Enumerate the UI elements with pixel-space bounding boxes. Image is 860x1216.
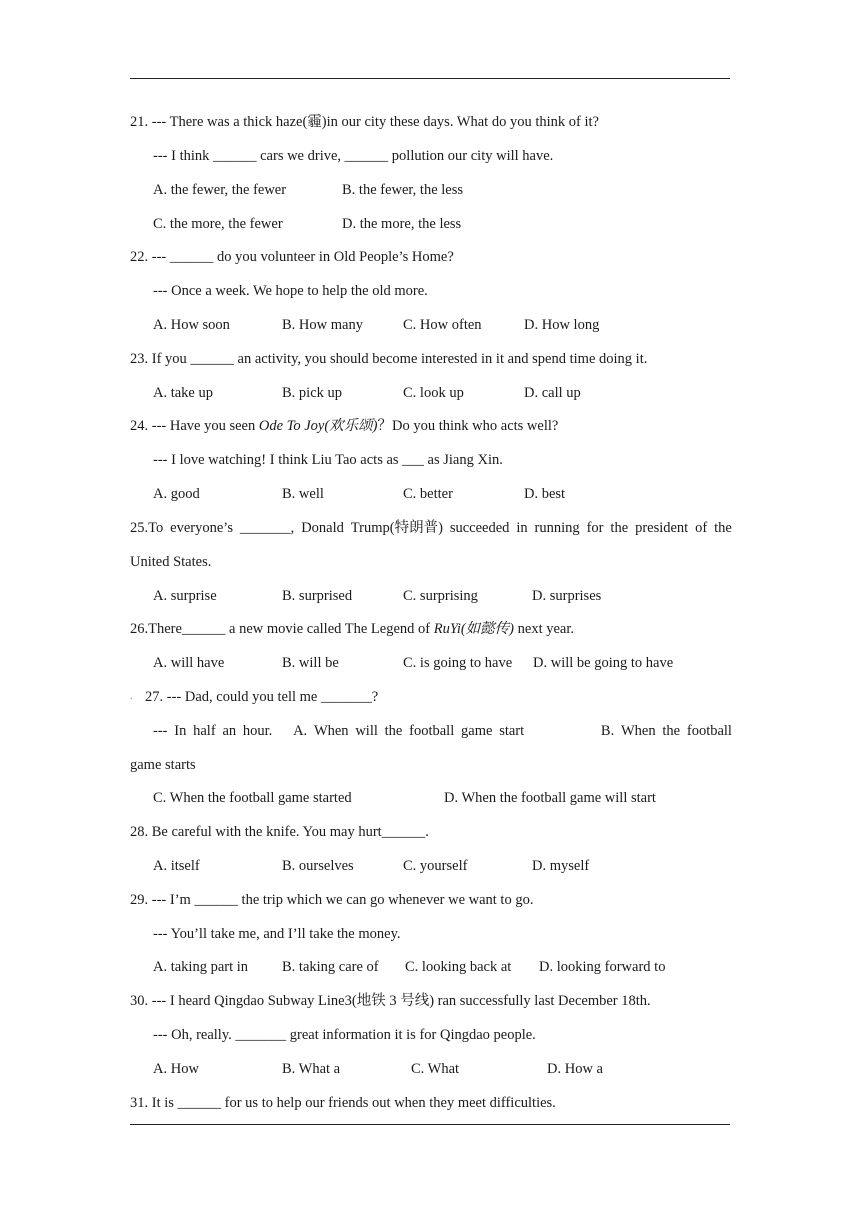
q23-option-b: B. pick up (282, 385, 343, 401)
q24-option-a: A. good (153, 486, 200, 502)
q25-word: succeeded (449, 520, 510, 536)
q25-stem (130, 519, 732, 537)
q25-word: Donald (301, 520, 344, 536)
q24-title: Ode To Joy(欢乐颂) (258, 418, 378, 434)
q27-word: the (384, 723, 403, 739)
q22-option-a: A. How soon (153, 317, 230, 333)
q26-stem-start: 26.There______ a new movie called The Legend of (130, 621, 434, 637)
q25-option-c: C. surprising (403, 588, 478, 604)
q27-word: B. (600, 723, 615, 739)
q28-option-b: B. ourselves (282, 858, 354, 874)
q21-line2: --- I think ______ cars we drive, ______ pollution our city will have. (153, 148, 554, 164)
q30-option-d: D. How a (547, 1061, 603, 1077)
q25-option-a: A. surprise (153, 588, 217, 604)
q25-word: everyone’s (170, 520, 233, 536)
q24-stem-end: ？Do you think who acts well? (377, 418, 559, 434)
q27-word: start (499, 723, 525, 739)
q25-word: running (534, 520, 580, 536)
q27-word: game (461, 723, 493, 739)
q29-line2: --- You’ll take me, and I’ll take the money. (153, 926, 401, 942)
q27-word: will (355, 723, 378, 739)
q27-option-c: C. When the football game started (153, 790, 352, 806)
q22-line2: --- Once a week. We hope to help the old more. (153, 283, 428, 299)
q27-stem: 27. --- Dad, could you tell me _______? (145, 689, 379, 705)
q27-word: In (174, 723, 187, 739)
q25-word: _______, (239, 520, 295, 536)
q23-option-c: C. look up (403, 385, 464, 401)
q22-option-b: B. How many (282, 317, 363, 333)
q24-stem (130, 417, 558, 435)
q25-word: in (516, 520, 528, 536)
q25-word: for (586, 520, 604, 536)
q27-line3: game starts (130, 757, 196, 773)
q27-word: the (662, 723, 681, 739)
q21-option-a: A. the fewer, the fewer (153, 182, 287, 198)
q23-option-d: D. call up (524, 385, 581, 401)
top-rule (130, 78, 730, 79)
q27-word: When (313, 723, 349, 739)
q30-option-a: A. How (153, 1061, 199, 1077)
q27-word: --- (153, 723, 168, 739)
q25-word: the (714, 520, 732, 536)
q24-option-c: C. better (403, 486, 453, 502)
q22-option-c: C. How often (403, 317, 482, 333)
q25-line2: United States. (130, 554, 212, 570)
q21-option-d: D. the more, the less (342, 216, 462, 232)
q26-option-a: A. will have (153, 655, 225, 671)
q25-option-b: B. surprised (282, 588, 353, 604)
q27-line2 (153, 722, 732, 740)
q28-stem: 28. Be careful with the knife. You may hurt______. (130, 824, 429, 840)
q28-option-c: C. yourself (403, 858, 468, 874)
q23-stem: 23. If you ______ an activity, you should become interested in it and spend time doing it. (130, 351, 648, 367)
q25-word: of (695, 520, 708, 536)
q30-option-b: B. What a (282, 1061, 341, 1077)
q25-word: 25.To (130, 520, 164, 536)
q27-word: hour. (242, 723, 273, 739)
q26-option-b: B. will be (282, 655, 339, 671)
q29-option-a: A. taking part in (153, 959, 249, 975)
q24-option-b: B. well (282, 486, 324, 502)
q30-option-c: C. What (411, 1061, 460, 1077)
q22-option-d: D. How long (524, 317, 600, 333)
q24-line2: --- I love watching! I think Liu Tao acts as ___ as Jiang Xin. (153, 452, 503, 468)
q22-stem: 22. --- ______ do you volunteer in Old People’s Home? (130, 249, 454, 265)
q27-word: football (409, 723, 455, 739)
q27-word: half (193, 723, 216, 739)
q27-word: When (620, 723, 656, 739)
q30-line2: --- Oh, really. _______ great information it is for Qingdao people. (153, 1027, 536, 1043)
q27-word: A. (293, 723, 308, 739)
q30-stem: 30. --- I heard Qingdao Subway Line3(地铁 3 号线) ran successfully last December 18th. (130, 993, 651, 1009)
q21-stem: 21. --- There was a thick haze(霾)in our city these days. What do you think of it? (130, 114, 599, 130)
q26-option-d: D. will be going to have (533, 655, 674, 671)
q27-word: an (222, 723, 237, 739)
q21-option-c: C. the more, the fewer (153, 216, 283, 232)
q26-stem-end: next year. (514, 621, 575, 637)
q25-word: president (635, 520, 689, 536)
q29-stem: 29. --- I’m ______ the trip which we can go whenever we want to go. (130, 892, 534, 908)
q27-word: football (686, 723, 732, 739)
q21-option-b: B. the fewer, the less (342, 182, 464, 198)
q28-option-a: A. itself (153, 858, 200, 874)
q25-word: Trump(特朗普) (350, 520, 443, 536)
q29-option-c: C. looking back at (405, 959, 512, 975)
q24-option-d: D. best (524, 486, 566, 502)
q29-option-d: D. looking forward to (539, 959, 666, 975)
q24-stem-start: 24. --- Have you seen (130, 418, 259, 434)
q23-option-a: A. take up (153, 385, 213, 401)
q26-title: RuYi(如懿传) (433, 621, 515, 637)
q26-stem (130, 620, 574, 638)
bottom-rule (130, 1124, 730, 1125)
q29-option-b: B. taking care of (282, 959, 379, 975)
q25-word: the (610, 520, 629, 536)
q27-mark: . (130, 691, 133, 702)
q28-option-d: D. myself (532, 858, 590, 874)
q31-stem: 31. It is ______ for us to help our friends out when they meet difficulties. (130, 1095, 556, 1111)
q25-option-d: D. surprises (532, 588, 602, 604)
q27-option-d: D. When the football game will start (444, 790, 656, 806)
q26-option-c: C. is going to have (403, 655, 513, 671)
